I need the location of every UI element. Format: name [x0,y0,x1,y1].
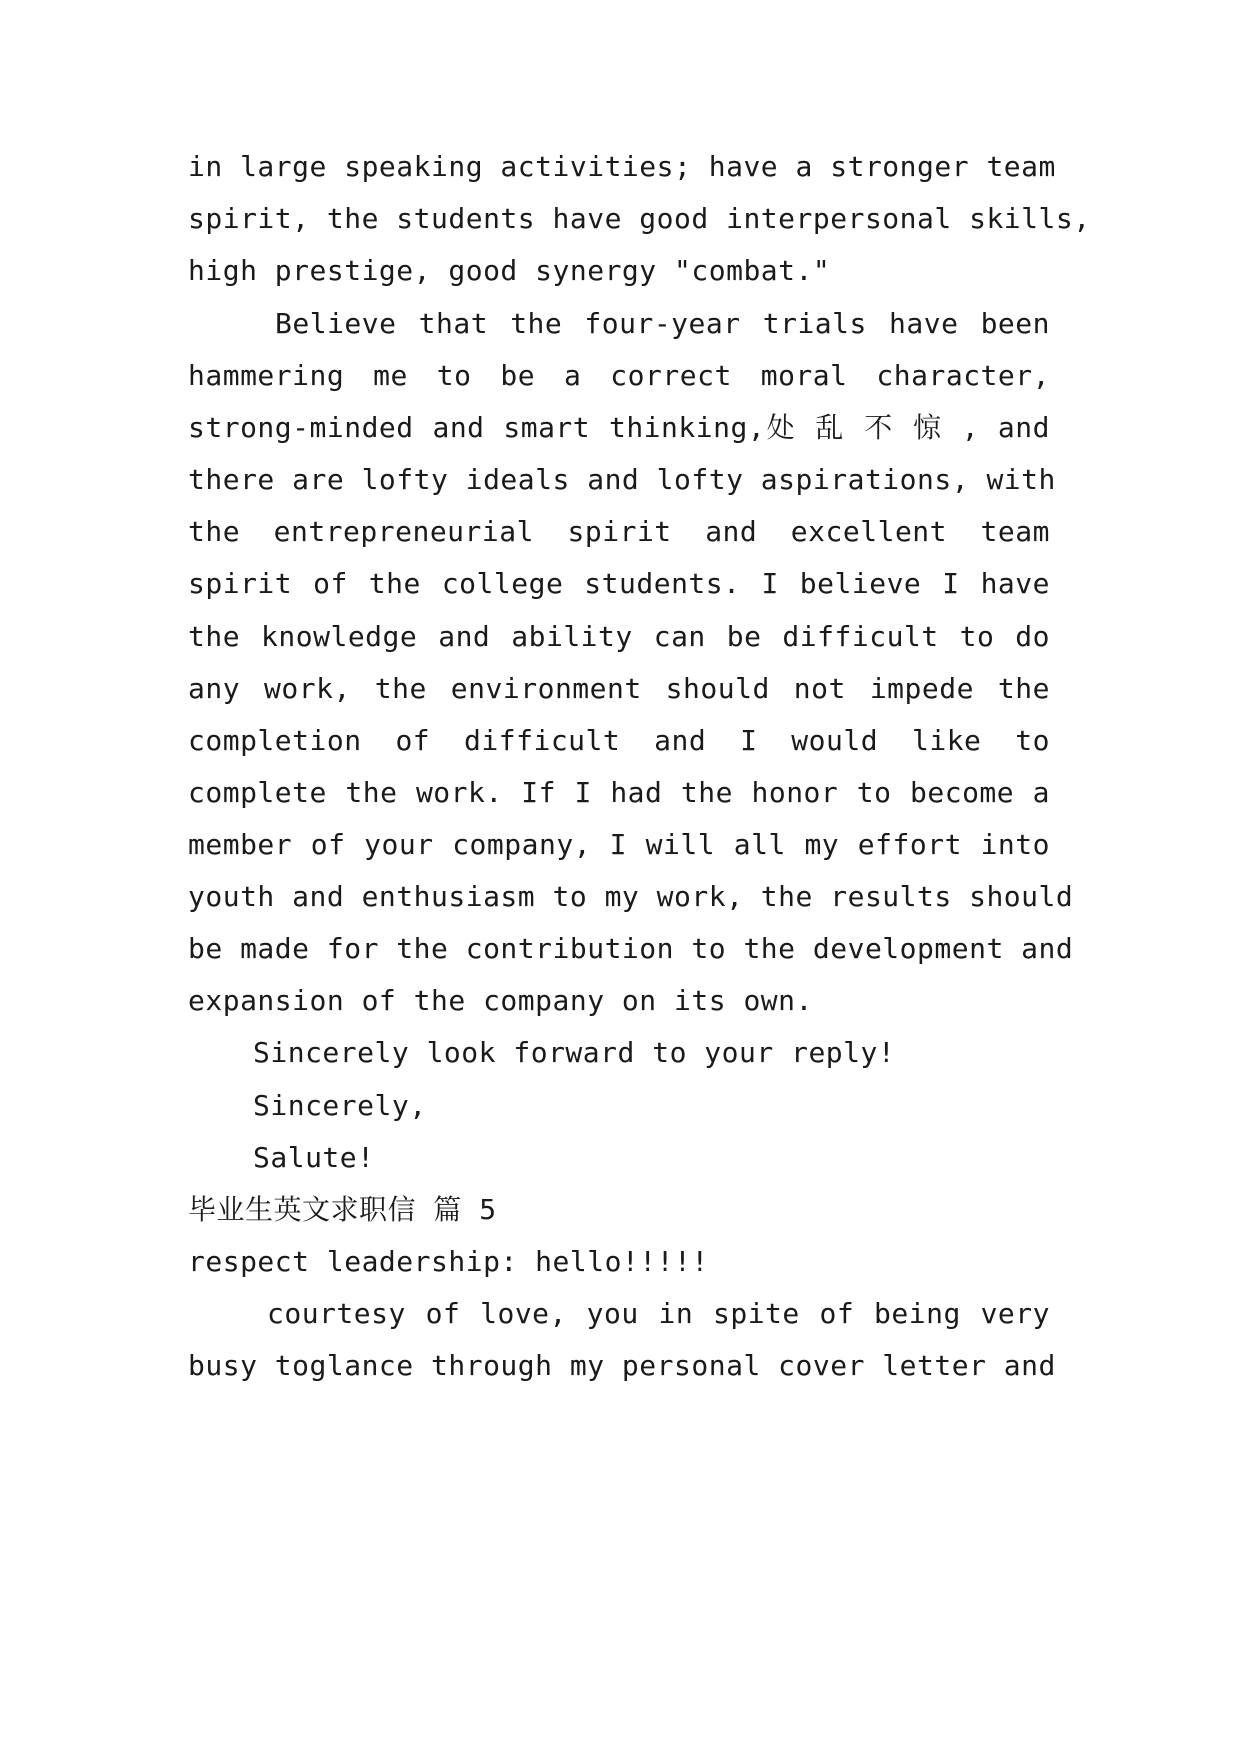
paragraph-line: hammering me to be a correct moral character, [188,359,1050,392]
paragraph-line: expansion of the company on its own. [188,984,813,1017]
section-heading: 毕业生英文求职信 篇 5 [188,1193,497,1226]
paragraph-line: Believe that the four-year trials have been [275,307,1050,340]
closing-line: Sincerely look forward to your reply! [253,1036,896,1069]
paragraph-line: spirit, the students have good interpersonal skills, [188,202,1091,235]
paragraph-line: be made for the contribution to the development and [188,932,1074,965]
closing-salute: Salute! [253,1141,375,1174]
paragraph-line: the knowledge and ability can be difficult to do [188,620,1050,653]
paragraph-line: in large speaking activities; have a stronger team [188,150,1056,183]
paragraph-line: there are lofty ideals and lofty aspirations, with [188,463,1056,496]
salutation: respect leadership: hello!!!!! [188,1245,709,1278]
paragraph-line: high prestige, good synergy "combat." [188,254,831,287]
paragraph-line: member of your company, I will all my effort into [188,828,1050,861]
paragraph-line: busy toglance through my personal cover letter and [188,1349,1056,1382]
paragraph-line: completion of difficult and I would like to [188,724,1050,757]
paragraph-line: the entrepreneurial spirit and excellent team [188,515,1050,548]
paragraph-line: any work, the environment should not impede the [188,672,1050,705]
paragraph-line: complete the work. If I had the honor to become a [188,776,1050,809]
paragraph-line: youth and enthusiasm to my work, the results should [188,880,1074,913]
closing-sincerely: Sincerely, [253,1089,427,1122]
paragraph-line: strong-minded and smart thinking,处 乱 不 惊 , and [188,411,1050,444]
paragraph-line: spirit of the college students. I believe I have [188,567,1050,600]
paragraph-line: courtesy of love, you in spite of being very [267,1297,1050,1330]
